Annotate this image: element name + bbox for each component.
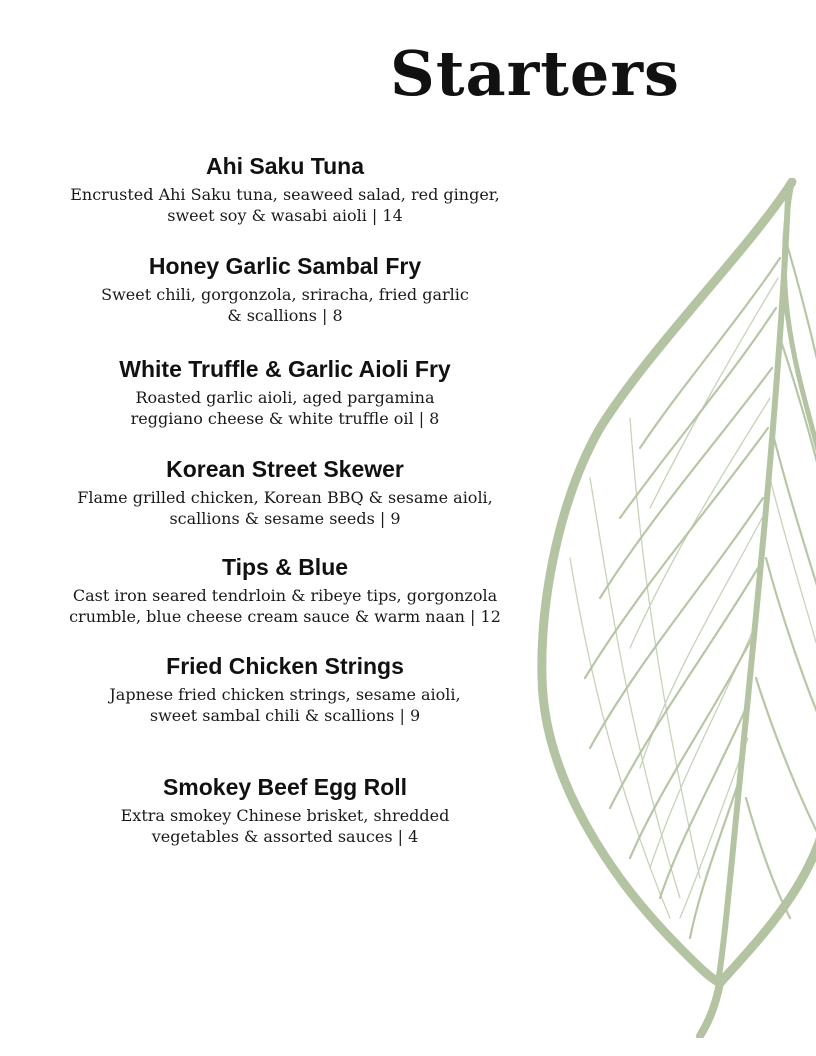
menu-item xyxy=(40,356,530,429)
menu-item-name: Fried Chicken Strings xyxy=(166,653,404,679)
leaf-midrib xyxy=(718,198,788,983)
menu-item-name: White Truffle & Garlic Aioli Fry xyxy=(119,356,451,382)
menu-item-description-line: Cast iron seared tendrloin & ribeye tips, gorgonzola xyxy=(72,586,498,606)
menu-item xyxy=(40,554,530,627)
menu-item-description xyxy=(40,387,530,429)
menu-item-description-line: Flame grilled chicken, Korean BBQ & sesame aioli, xyxy=(77,488,493,508)
menu-item xyxy=(40,774,530,847)
menu-item-description xyxy=(40,487,530,529)
menu-item-description-line: scallions & sesame seeds | 9 xyxy=(169,509,401,529)
menu-item-name: Tips & Blue xyxy=(221,554,349,580)
leaf-illustration xyxy=(530,178,816,1038)
menu-item-description-line: sweet sambal chili & scallions | 9 xyxy=(149,706,421,726)
menu-item-description-line: vegetables & assorted sauces | 4 xyxy=(151,827,419,847)
menu-item-description xyxy=(40,684,530,726)
menu-item-description-line: Sweet chili, gorgonzola, sriracha, fried garlic xyxy=(101,285,469,305)
menu-item-name: Korean Street Skewer xyxy=(166,456,404,482)
menu-item-description-line: sweet soy & wasabi aioli | 14 xyxy=(167,206,403,226)
menu-item xyxy=(40,253,530,326)
leaf-outline xyxy=(542,182,816,983)
menu-item-description-line: Roasted garlic aioli, aged pargamina xyxy=(135,388,435,408)
leaf-stem xyxy=(700,983,720,1036)
menu-item-description xyxy=(40,184,530,226)
menu-item-description-line: Extra smokey Chinese brisket, shredded xyxy=(120,806,450,826)
menu-item xyxy=(40,456,530,529)
menu-item-description-line: & scallions | 8 xyxy=(227,306,343,326)
menu-item-description xyxy=(40,585,530,627)
menu-item xyxy=(40,153,530,226)
menu-item-description xyxy=(40,284,530,326)
menu-item-description-line: crumble, blue cheese cream sauce & warm naan | 12 xyxy=(69,607,501,627)
menu-item-description xyxy=(40,805,530,847)
page-title: Starters xyxy=(390,37,680,110)
menu-item xyxy=(40,653,530,726)
menu-item-description-line: Japnese fried chicken strings, sesame aioli, xyxy=(109,685,461,705)
menu-item-description-line: Encrusted Ahi Saku tuna, seaweed salad, red ginger, xyxy=(70,185,500,205)
menu-item-name: Honey Garlic Sambal Fry xyxy=(148,253,422,279)
menu-item-name: Ahi Saku Tuna xyxy=(205,153,365,179)
menu-item-description-line: reggiano cheese & white truffle oil | 8 xyxy=(130,409,440,429)
menu-item-name: Smokey Beef Egg Roll xyxy=(162,774,408,800)
